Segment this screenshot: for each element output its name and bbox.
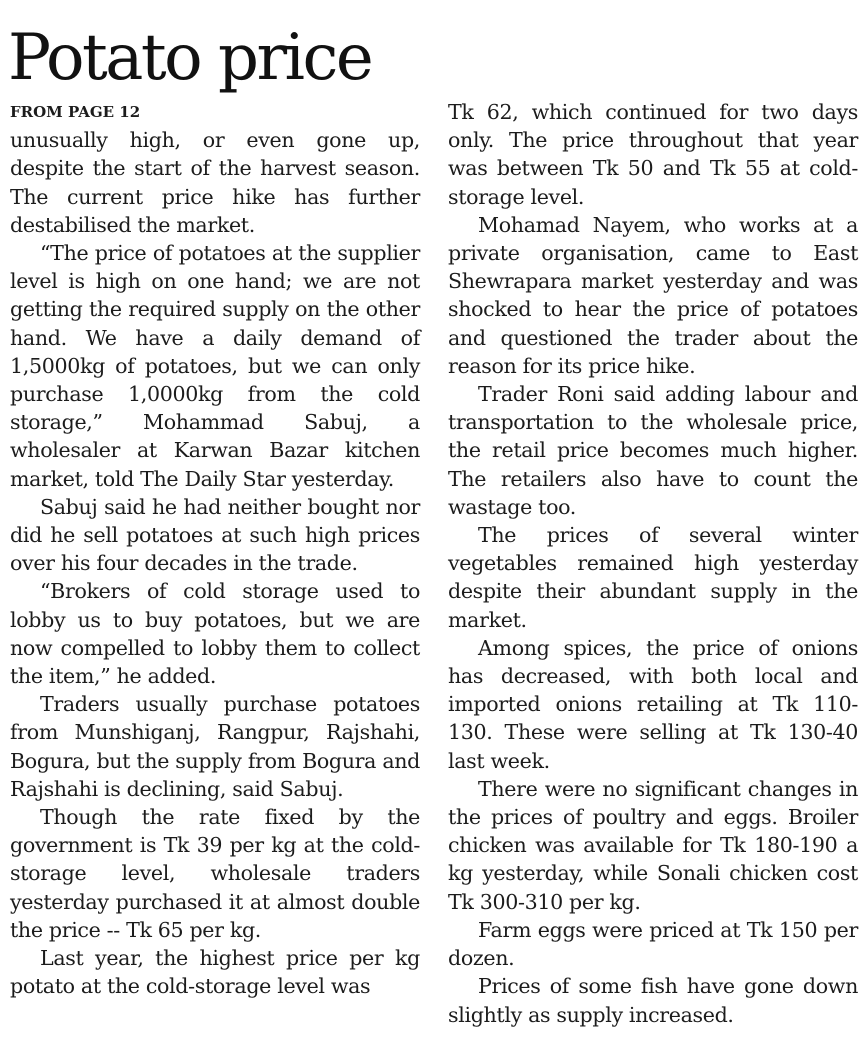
paragraph: Mohamad Nayem, who works at a private organisation, came to East Shewrapara market yesterday and was shocked to hear the price of potatoes and questioned the trader about the reason for its price hike. bbox=[448, 212, 858, 378]
paragraph: Tk 62, which continued for two days only. The price throughout that year was between Tk 50 and Tk 55 at cold-storage level. bbox=[448, 100, 858, 209]
paragraph: There were no significant changes in the prices of poultry and eggs. Broiler chicken was available for Tk 180-190 a kg yesterday, while Sonali chicken cost Tk 300-310 per kg. bbox=[448, 776, 858, 914]
paragraph: “The price of potatoes at the supplier level is high on one hand; we are not getting the required supply on the other hand. We have a daily demand of 1,5000kg of potatoes, but we can only purchase 1,0000kg from the cold storage,” Mohammad Sabuj, a wholesaler at Karwan Bazar kitchen market, told The Daily Star yesterday. bbox=[10, 241, 420, 491]
paragraph: “Brokers of cold storage used to lobby us to buy potatoes, but we are now compelled to lobby them to collect the item,” he added. bbox=[10, 579, 420, 689]
paragraph: unusually high, or even gone up, despite the start of the harvest season. The current price hike has further destabilised the market. bbox=[10, 128, 420, 237]
article-column-left bbox=[10, 98, 420, 1001]
continuation-kicker: FROM PAGE 12 bbox=[10, 103, 141, 121]
paragraph: Sabuj said he had neither bought nor did he sell potatoes at such high prices over his four decades in the trade. bbox=[10, 494, 420, 576]
paragraph: Traders usually purchase potatoes from Munshiganj, Rangpur, Rajshahi, Bogura, but the supply from Bogura and Rajshahi is declining, said Sabuj. bbox=[10, 692, 420, 801]
paragraph: Among spices, the price of onions has decreased, with both local and imported onions retailing at Tk 110-130. These were selling at Tk 130-40 last week. bbox=[448, 635, 858, 773]
paragraph: Last year, the highest price per kg potato at the cold-storage level was bbox=[10, 946, 420, 999]
paragraph: Farm eggs were priced at Tk 150 per dozen. bbox=[448, 917, 858, 971]
paragraph: Prices of some fish have gone down slightly as supply increased. bbox=[448, 974, 858, 1027]
paragraph: The prices of several winter vegetables remained high yesterday despite their abundant supply in the market. bbox=[448, 523, 858, 632]
article-column-right bbox=[448, 98, 858, 1029]
paragraph: Though the rate fixed by the government is Tk 39 per kg at the cold-storage level, wholesale traders yesterday purchased it at almost double the price -- Tk 65 per kg. bbox=[10, 805, 420, 942]
paragraph: Trader Roni said adding labour and transportation to the wholesale price, the retail price becomes much higher. The retailers also have to count the wastage too. bbox=[448, 382, 858, 519]
headline: Potato price bbox=[8, 21, 372, 95]
